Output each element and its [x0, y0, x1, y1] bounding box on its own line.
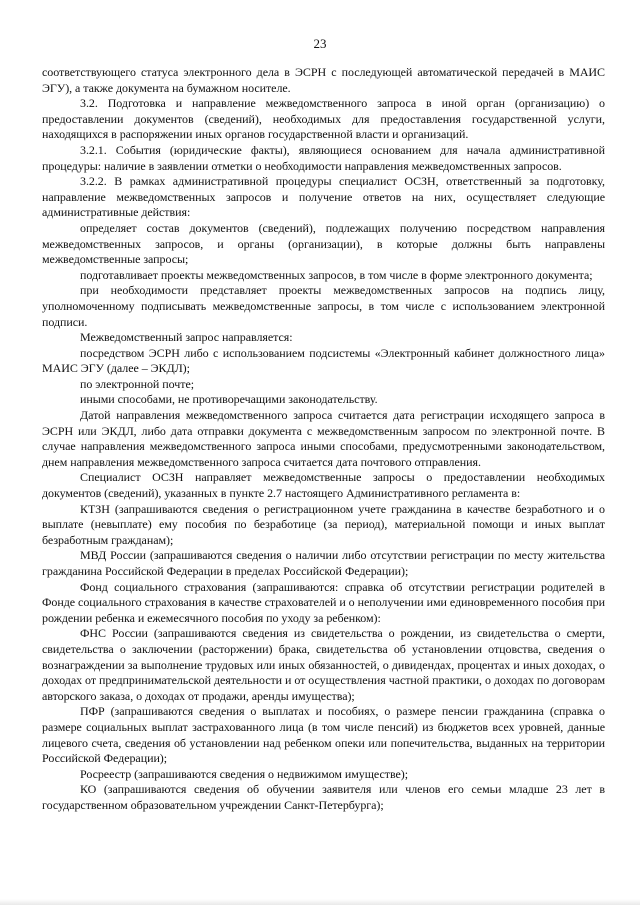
- paragraph: подготавливает проекты межведомственных запросов, в том числе в форме электронного документа;: [80, 267, 593, 282]
- paragraph: ПФР (запрашиваются сведения о выплатах и пособиях, о размере пенсии гражданина (справка о размере социальных выплат застрахованного лица (в том числе пенсий) из бюджетов всех уровней, данные лицевого счета, сведения об установлении над ребенком опеки или попечительства, выданных на территории Российской Федерации);: [42, 704, 605, 766]
- paragraph: КО (запрашиваются сведения об обучении заявителя или членов его семьи младше 23 лет в государственном образовательном учреждении Санкт-Петербурга);: [42, 782, 605, 812]
- paragraph: иными способами, не противоречащими законодательству.: [80, 392, 378, 407]
- paragraph: Межведомственный запрос направляется:: [80, 330, 293, 345]
- paragraph: посредством ЭСРН либо с использованием подсистемы «Электронный кабинет должностного лица» МАИС ЭГУ (далее – ЭКДЛ);: [42, 345, 605, 376]
- paragraph: соответствующего статуса электронного дела в ЭСРН с последующей автоматической передачей в МАИС ЭГУ), а также документа на бумажном носителе.: [42, 65, 605, 95]
- paragraph: Специалист ОСЗН направляет межведомственные запросы о предоставлении необходимых документов (сведений), указанных в пункте 2.7 настоящего Административного регламента в:: [42, 470, 605, 501]
- paragraph: МВД России (запрашиваются сведения о наличии либо отсутствии регистрации по месту жительства гражданина Российской Федерации в пределах Российской Федерации);: [42, 548, 605, 578]
- paragraph: 3.2.1. События (юридические факты), являющиеся основанием для начала административной процедуры: наличие в заявлении отметки о необходимости направления межведомственных запросов.: [42, 142, 605, 173]
- paragraph: при необходимости представляет проекты межведомственных запросов на подпись лицу, уполномоченному подписывать межведомственные запросы, в том числе с использованием электронной подписи.: [42, 283, 605, 329]
- page-number: 23: [313, 36, 327, 51]
- paragraph: по электронной почте;: [80, 376, 194, 391]
- paragraph: Фонд социального страхования (запрашиваются: справка об отсутствии регистрации родителей в Фонде социального страхования в качестве страхователей и о неполучении ими единовременного пособия при рождении ребенка и ежемесячного пособия по уходу за ребенком):: [42, 579, 605, 625]
- paragraph: 3.2.2. В рамках административной процедуры специалист ОСЗН, ответственный за подготовку, направление межведомственных запросов и получение ответов на них, осуществляет следующие административные действия:: [42, 174, 605, 220]
- paragraph: Датой направления межведомственного запроса считается дата регистрации исходящего запроса в ЭСРН или ЭКДЛ, либо дата отправки документа с межведомственным запросом по электронной почте. В случае направления межведомственного запроса иными способами, предусмотренными законодательством, днем направления межведомственного запроса считается дата почтового отправления.: [42, 408, 605, 469]
- paragraph: определяет состав документов (сведений), подлежащих получению посредством направления межведомственных запросов, и органы (организации), в которые должны быть направлены межведомственные запросы;: [42, 220, 605, 267]
- paragraph: КТЗН (запрашиваются сведения о регистрационном учете гражданина в качестве безработного и о выплате (невыплате) ему пособия по безработице (за период), материальной помощи и иных выплат безработным гражданам);: [42, 501, 605, 547]
- paragraph: Росреестр (запрашиваются сведения о недвижимом имуществе);: [80, 766, 409, 781]
- document-body: [42, 65, 605, 814]
- paragraph: 3.2. Подготовка и направление межведомственного запроса в иной орган (организацию) о предоставлении документов (сведений), необходимых для предоставления государственной услуги, находящихся в распоряжении иных органов государственной власти и организаций.: [42, 96, 605, 142]
- scan-edge: [0, 899, 640, 905]
- paragraph: ФНС России (запрашиваются сведения из свидетельства о рождении, из свидетельства о смерти, свидетельства о заключении (расторжении) брака, свидетельства об установлении отцовства, сведения о вознаграждении за выполнение трудовых или иных обязанностей, о дивидендах, процентах и иных доходах, о доходах от предпринимательской деятельности и от осуществления частной практики, о доходах по договорам авторского заказа, о доходах от продажи, аренды имущества);: [42, 626, 605, 703]
